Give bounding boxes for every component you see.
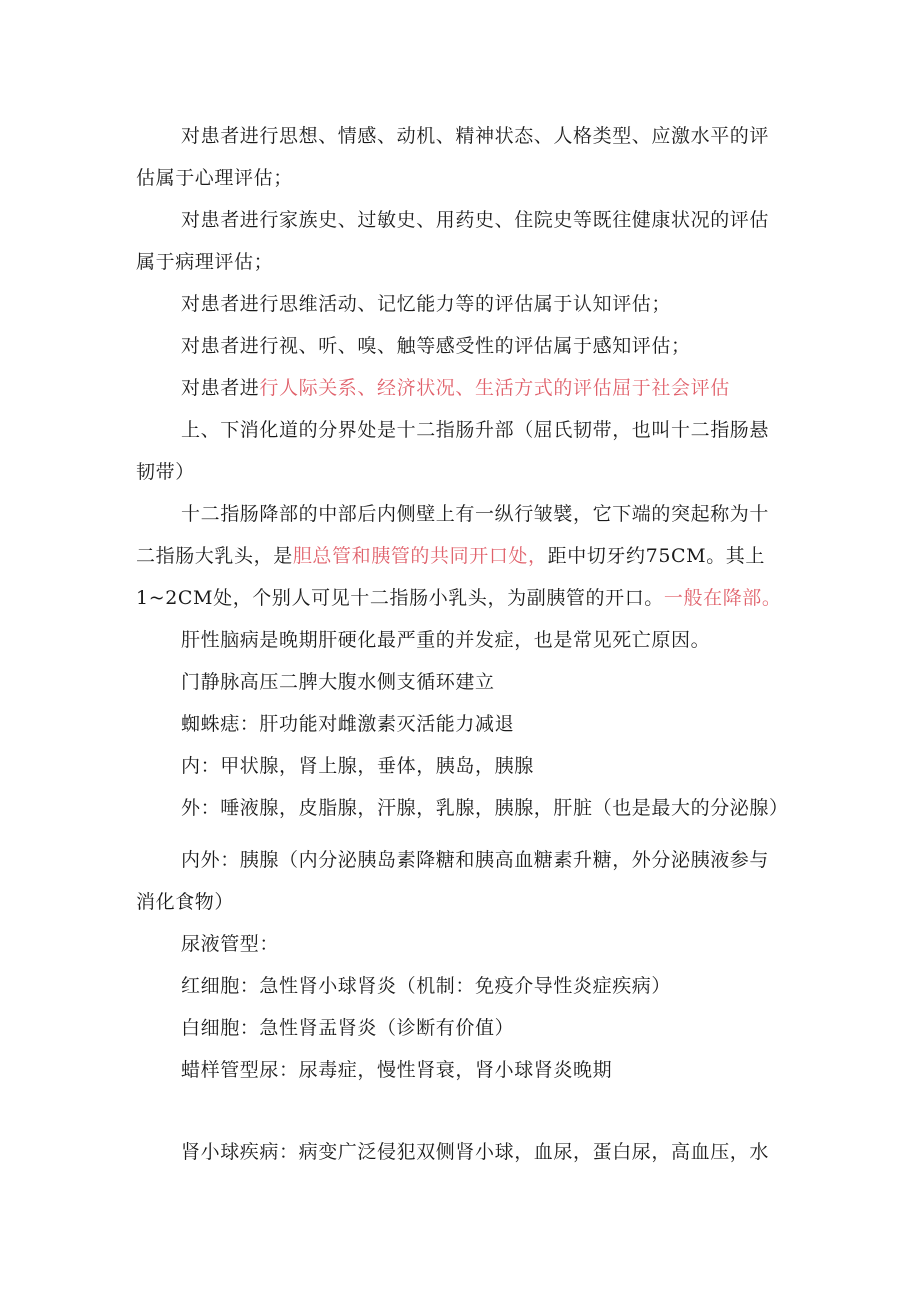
- social-assessment-highlight: 行人际关系、经济状况、生活方式的评估屈于社会评估: [259, 377, 730, 399]
- paragraph-mixed-glands-line1: 内外：胰腺（内分泌胰岛素降糖和胰高血糖素升糖，外分泌胰液参与: [181, 849, 770, 871]
- paragraph-endocrine-glands: 内：甲状腺，肾上腺，垂体，胰岛，胰腺: [181, 755, 534, 777]
- papilla-line2-text-a: 二指肠大乳头，是: [136, 545, 293, 567]
- paragraph-spider-angioma: 蜘蛛痣：肝功能对雌激素灭活能力减退: [181, 713, 515, 735]
- paragraph-exocrine-glands: 外：唾液腺，皮脂腺，汗腺，乳腺，胰腺，肝脏（也是最大的分泌腺）: [181, 797, 789, 819]
- papilla-line2-highlight: 胆总管和胰管的共同开口处，: [292, 545, 548, 567]
- paragraph-social-assessment: [181, 374, 730, 402]
- paragraph-portal-hypertension: 门静脉高压二脾大腹水侧支循环建立: [181, 671, 495, 693]
- paragraph-duodenal-papilla-line3: [136, 584, 782, 612]
- social-assessment-text: 对患者进: [181, 377, 260, 399]
- paragraph-pathological-assessment-line2: 属于病理评估；: [136, 251, 274, 273]
- paragraph-duodenal-papilla-line2: [136, 542, 765, 570]
- paragraph-white-cell-cast: 白细胞：急性肾盂肾炎（诊断有价值）: [181, 1017, 515, 1039]
- papilla-line3-text: 1~2CM处，个别人可见十二指肠小乳头，为副胰管的开口。: [136, 587, 664, 609]
- papilla-line2-text-b: 距中切牙约75CM。其上: [547, 545, 765, 567]
- paragraph-hepatic-encephalopathy: 肝性脑病是晚期肝硬化最严重的并发症，也是常见死亡原因。: [181, 629, 711, 651]
- paragraph-red-cell-cast: 红细胞：急性肾小球肾炎（机制：免疫介导性炎症疾病）: [181, 975, 672, 997]
- paragraph-psychological-assessment-line2: 估属于心理评估；: [136, 167, 293, 189]
- paragraph-digestive-boundary-line2: 韧带）: [136, 461, 195, 483]
- paragraph-urine-casts-heading: 尿液管型：: [181, 933, 280, 955]
- paragraph-digestive-boundary-line1: 上、下消化道的分界处是十二指肠升部（屈氏韧带，也叫十二指肠悬: [181, 419, 770, 441]
- paragraph-psychological-assessment-line1: 对患者进行思想、情感、动机、精神状态、人格类型、应激水平的评: [181, 125, 770, 147]
- paragraph-mixed-glands-line2: 消化食物）: [136, 891, 235, 913]
- paragraph-glomerular-disease: 肾小球疾病：病变广泛侵犯双侧肾小球，血尿，蛋白尿，高血压，水: [181, 1141, 770, 1163]
- paragraph-perceptual-assessment: 对患者进行视、听、嗅、触等感受性的评估属于感知评估；: [181, 335, 691, 357]
- paragraph-cognitive-assessment: 对患者进行思维活动、记忆能力等的评估属于认知评估；: [181, 293, 672, 315]
- paragraph-waxy-cast: 蜡样管型尿：尿毒症，慢性肾衰，肾小球肾炎晚期: [181, 1059, 613, 1081]
- papilla-line3-highlight: 一般在降部。: [663, 587, 782, 609]
- paragraph-pathological-assessment-line1: 对患者进行家族史、过敏史、用药史、住院史等既往健康状况的评估: [181, 209, 770, 231]
- paragraph-duodenal-papilla-line1: 十二指肠降部的中部后内侧壁上有一纵行皱襞，它下端的突起称为十: [181, 503, 770, 525]
